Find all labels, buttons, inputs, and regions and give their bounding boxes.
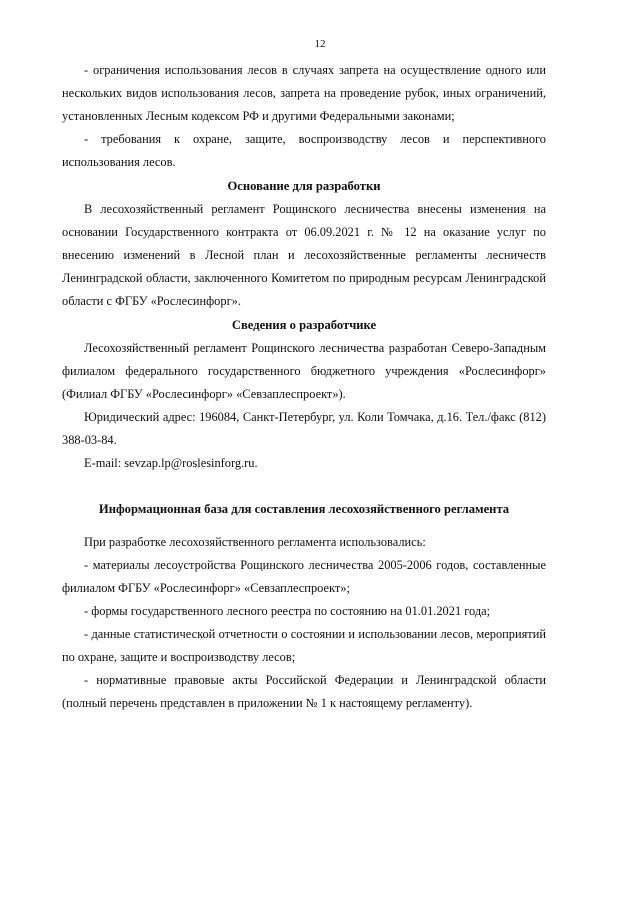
intro-paragraph: - требования к охране, защите, воспроизводству лесов и перспективного использования лесов. xyxy=(62,132,546,169)
developer-email: E-mail: sevzap.lp@roslesinforg.ru. xyxy=(84,456,258,470)
heading-basis: Основание для разработки xyxy=(227,179,381,193)
info-list-item: - данные статистической отчетности о состоянии и использовании лесов, мероприятий по охране, защите и воспроизводству лесов; xyxy=(62,627,546,664)
heading-info-base: Информационная база для составления лесохозяйственного регламента xyxy=(98,502,510,516)
developer-address: Юридический адрес: 196084, Санкт-Петербург, ул. Коли Томчака, д.16. Тел./факс (812) 388-03-84. xyxy=(62,410,546,447)
heading-developer: Сведения о разработчике xyxy=(231,318,377,332)
page-number: 12 xyxy=(314,38,326,50)
basis-paragraph: В лесохозяйственный регламент Рощинского лесничества внесены изменения на основании Государственного контракта от 06.09.2021 г. № 12 на оказание услуг по внесению изменений в Лесной план и лесохозяйственные регламенты лесничеств Ленинградской области, заключенного Комитетом по природным ресурсам Ленинградской области с ФГБУ «Рослесинфорг». xyxy=(62,202,546,308)
info-paragraph: При разработке лесохозяйственного регламента использовались: xyxy=(84,535,426,549)
developer-paragraph: Лесохозяйственный регламент Рощинского лесничества разработан Северо-Западным филиалом федерального государственного бюджетного учреждения «Рослесинфорг» (Филиал ФГБУ «Рослесинфорг» «Севзаплеспроект»). xyxy=(62,341,546,401)
page-content xyxy=(62,59,546,715)
info-list-item: - материалы лесоустройства Рощинского лесничества 2005-2006 годов, составленные филиалом ФГБУ «Рослесинфорг» «Севзаплеспроект»; xyxy=(62,558,546,595)
info-list-item: - формы государственного лесного реестра по состоянию на 01.01.2021 года; xyxy=(84,604,491,618)
info-list-item: - нормативные правовые акты Российской Федерации и Ленинградской области (полный перечень представлен в приложении № 1 к настоящему регламенту). xyxy=(62,673,546,710)
intro-paragraph: - ограничения использования лесов в случаях запрета на осуществление одного или нескольких видов использования лесов, запрета на проведение рубок, иных ограничений, установленных Лесным кодексом РФ и другими Федеральными законами; xyxy=(62,63,546,123)
